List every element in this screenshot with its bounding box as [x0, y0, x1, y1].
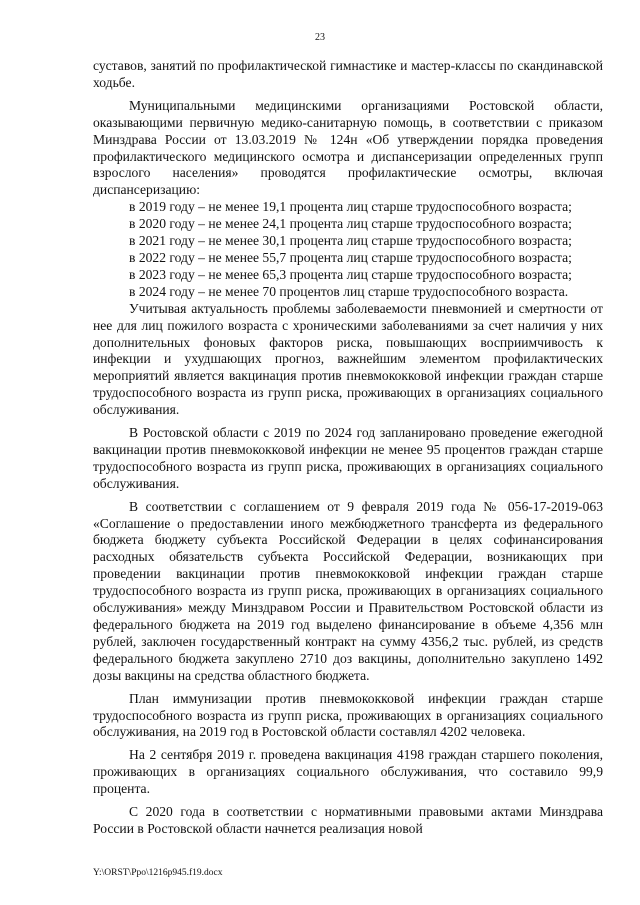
- paragraph-continuation: суставов, занятий по профилактической гимнастике и мастер-классы по скандинавской ходьбе.: [93, 58, 603, 90]
- page-number: 23: [315, 32, 325, 43]
- paragraph-immunization-plan: План иммунизации против пневмококковой инфекции граждан старше трудоспособного возраста из групп риска, проживающих в организациях социального обслуживания, на 2019 год в Ростовской области составлял 4202 человека.: [93, 690, 603, 740]
- paragraph-vaccination-result: На 2 сентября 2019 г. проведена вакцинация 4198 граждан старшего поколения, проживающих в организациях социального обслуживания, что составило 99,9 процента.: [93, 747, 603, 797]
- list-item-2021: в 2021 году – не менее 30,1 процента лиц старше трудоспособного возраста;: [129, 233, 572, 249]
- list-item-2020: в 2020 году – не менее 24,1 процента лиц старше трудоспособного возраста;: [129, 216, 572, 232]
- list-item-2022: в 2022 году – не менее 55,7 процента лиц старше трудоспособного возраста;: [129, 249, 572, 265]
- paragraph-vaccination-plan: В Ростовской области с 2019 по 2024 год запланировано проведение ежегодной вакцинации против пневмококковой инфекции не менее 95 процентов граждан старше трудоспособного возраста из групп риска, проживающих в организациях социального обслуживания.: [93, 425, 603, 491]
- list-item-2024: в 2024 году – не менее 70 процентов лиц старше трудоспособного возраста.: [129, 283, 569, 299]
- document-body: [93, 58, 603, 838]
- paragraph-2020: С 2020 года в соответствии с нормативными правовыми актами Минздрава России в Ростовской области начнется реализация новой: [93, 804, 603, 836]
- file-path-footer: Y:\ORST\Ppo\1216p945.f19.docx: [93, 868, 223, 878]
- paragraph-agreement: В соответствии с соглашением от 9 февраля 2019 года № 056-17-2019-063 «Соглашение о предоставлении иного межбюджетного трансферта из федерального бюджета бюджету субъекта Российской Федерации в целях софинансирования расходных обязательств субъекта Российской Федерации, возникающих при проведении вакцинации против пневмококковой инфекции граждан старше трудоспособного возраста из групп риска, проживающих в организациях социального обслуживания» между Минздравом России и Правительством Ростовской области из федерального бюджета на 2019 год выделено финансирование в объеме 4,356 млн рублей, заключен государственный контракт на сумму 4356,2 тыс. рублей, из средств федерального бюджета закуплено 2710 доз вакцины, дополнительно закуплено 1492 дозы вакцины на средства областного бюджета.: [93, 498, 603, 683]
- paragraph-pneumonia: Учитывая актуальность проблемы заболеваемости пневмонией и смертности от нее для лиц пожилого возраста с хроническими заболеваниями за счет наличия у них дополнительных фоновых факторов риска, повышающих восприимчивость к инфекции и ухудшающих прогноз, важнейшим элементом профилактических мероприятий является вакцинация против пневмококковой инфекции граждан старше трудоспособного возраста из групп риска, проживающих в организациях социального обслуживания.: [93, 300, 603, 418]
- paragraph-checkups: Муниципальными медицинскими организациями Ростовской области, оказывающими первичную медико-санитарную помощь, в соответствии с приказом Минздрава России от 13.03.2019 № 124н «Об утверждении порядка проведения профилактического медицинского осмотра и диспансеризации определенных групп взрослого населения» проводятся профилактические осмотры, включая диспансеризацию:: [93, 97, 603, 198]
- list-item-2023: в 2023 году – не менее 65,3 процента лиц старше трудоспособного возраста;: [129, 266, 572, 282]
- list-item-2019: в 2019 году – не менее 19,1 процента лиц старше трудоспособного возраста;: [129, 199, 572, 215]
